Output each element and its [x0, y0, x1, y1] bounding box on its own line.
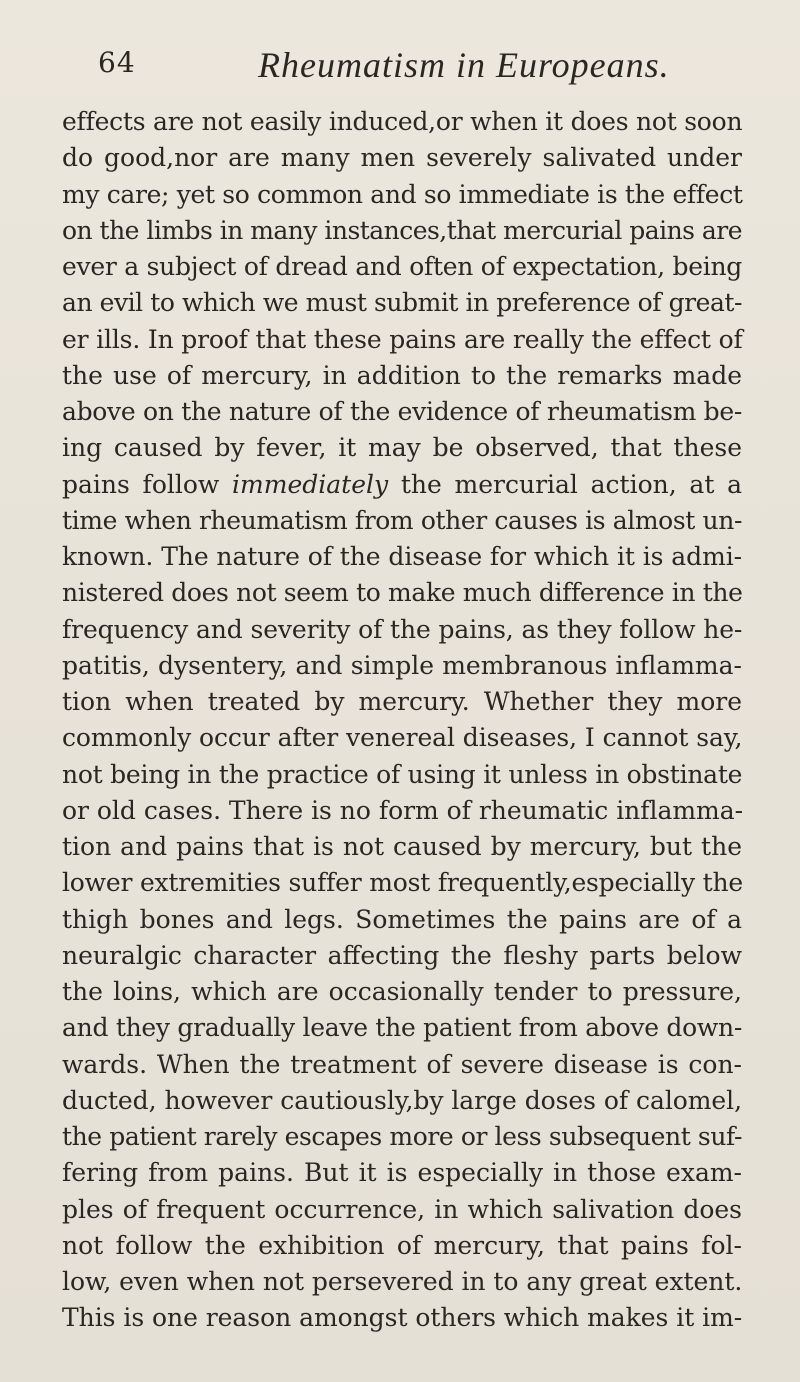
text-line: er ills. In proof that these pains are really the effect of [62, 324, 743, 354]
text-line: thigh bones and legs. Sometimes the pains are of a [62, 904, 742, 934]
text-line: do good,nor are many men severely salivated under [62, 143, 742, 173]
text-line: nistered does not seem to make much difference in the [62, 578, 743, 608]
text-line: low, even when not persevered in to any great extent. [62, 1267, 743, 1296]
text-line: frequency and severity of the pains, as they follow he- [62, 614, 743, 644]
text-line: time when rheumatism from other causes is almost un- [62, 505, 743, 535]
text-line: an evil to which we must submit in preference of great- [62, 288, 742, 318]
body-text [62, 104, 742, 1337]
text-line: or old cases. There is no form of rheumatic inflamma- [62, 795, 744, 825]
text-line: ducted, however cautiously,by large doses of calomel, [62, 1085, 742, 1115]
text-line: known. The nature of the disease for which it is admi- [62, 542, 742, 571]
page-header [98, 42, 718, 92]
text-line: the use of mercury, in addition to the remarks made [62, 360, 742, 390]
text-line: pains follow immediately the mercurial action, at a [62, 469, 743, 499]
text-line: tion when treated by mercury. Whether they more [62, 687, 742, 716]
text-line: lower extremities suffer most frequently,especially the [62, 868, 743, 898]
page-number: 64 [98, 46, 136, 79]
running-title: Rheumatism in Europeans. [258, 45, 670, 85]
text-line: the loins, which are occasionally tender to pressure, [62, 977, 742, 1006]
text-line: effects are not easily induced,or when it does not soon [62, 107, 743, 136]
text-line: and they gradually leave the patient from above down- [62, 1013, 742, 1043]
text-line: neuralgic character affecting the fleshy parts below [62, 940, 742, 970]
text-line: my care; yet so common and so immediate is the effect [62, 179, 743, 209]
text-line: This is one reason amongst others which makes it im- [62, 1303, 743, 1333]
text-line: tion and pains that is not caused by mercury, but the [62, 832, 742, 861]
text-line: ples of frequent occurrence, in which salivation does [62, 1194, 742, 1224]
text-line: ing caused by fever, it may be observed, that these [62, 433, 742, 463]
text-line: fering from pains. But it is especially in those exam- [62, 1158, 742, 1188]
text-line: the patient rarely escapes more or less subsequent suf- [62, 1122, 742, 1151]
text-line: ever a subject of dread and often of expectation, being [62, 252, 742, 281]
text-line: above on the nature of the evidence of rheumatism be- [62, 397, 742, 426]
text-line: not follow the exhibition of mercury, that pains fol- [62, 1230, 742, 1260]
text-line: commonly occur after venereal diseases, I cannot say, [62, 723, 743, 753]
text-line: on the limbs in many instances,that mercurial pains are [62, 215, 742, 245]
text-line: wards. When the treatment of severe disease is con- [62, 1049, 742, 1079]
text-line: not being in the practice of using it unless in obstinate [62, 759, 743, 789]
emphasized-word: immediately [232, 469, 389, 499]
text-line: patitis, dysentery, and simple membranous inflamma- [62, 650, 742, 680]
